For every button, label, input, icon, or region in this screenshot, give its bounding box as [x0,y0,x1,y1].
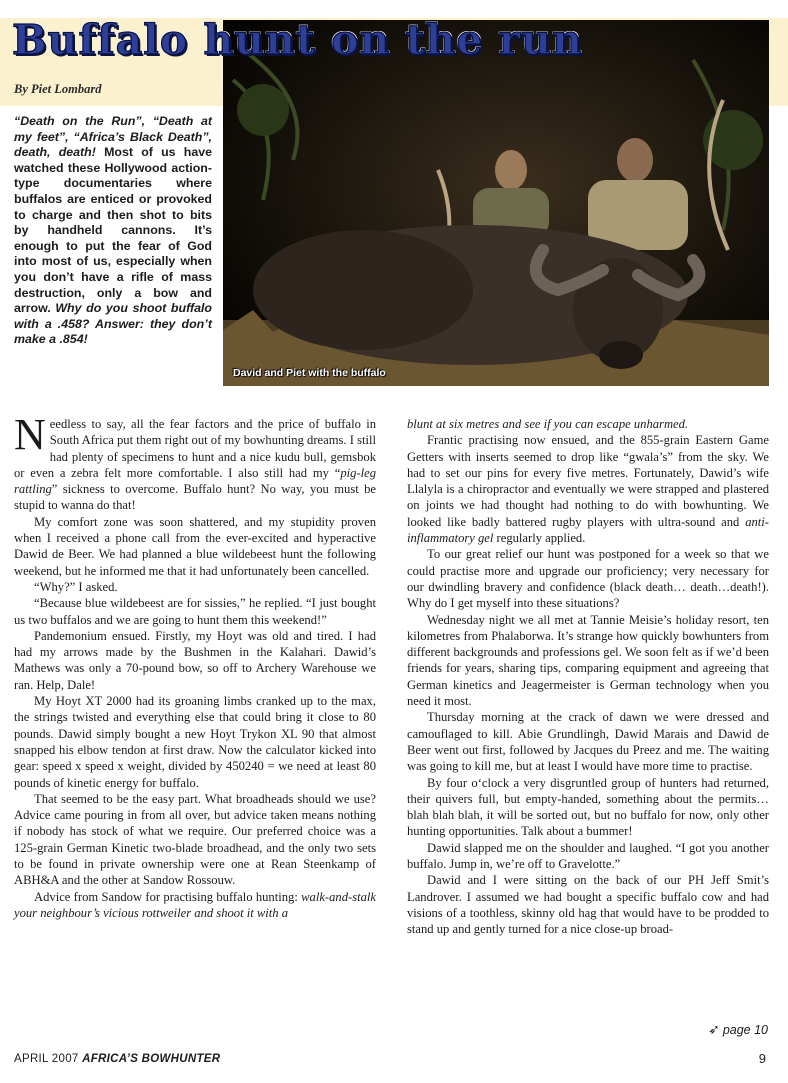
footer-magazine: AFRICA’S BOWHUNTER [82,1053,221,1065]
article-title: Buffalo hunt on the run [12,16,583,64]
paragraph-italic: pig-leg rattling [14,465,376,497]
paragraph-text: ” sickness to overcome. Buffalo hunt? No way, you must be stupid to wanna do that! [14,482,376,513]
intro-standfirst [14,114,212,348]
paragraph [407,432,769,546]
paragraph: By four o‘clock a very disgruntled group of hunters had returned, their quivers full, but empty-handed, something about the permits… blah blah blah, it will be sorted out, but no buffalo for now, only other hunting opportunities. Talk about a bummer! [407,775,769,839]
paragraph: Thursday morning at the crack of dawn we were dressed and camouflaged to kill. Abie Grundlingh, Dawid Marais and Dawid de Beer went out first, followed by Jacques du Preez and me. The waiting was going to kill me, but at least I would have more time to practise. [407,710,769,774]
paragraph: That seemed to be the easy part. What broadheads should we use? Advice came pouring in from all over, but advice taken means nothing if nobody has stock of what we require. Our preferred choice was a 125-grain German Kinetic two-blade broadhead, and the only two sets to be found in private ownership were one at Rean Steenkamp of ABH&A and the other at Sandow Rossouw. [14,791,376,888]
paragraph: To our great relief our hunt was postponed for a week so that we could practise more and upgrade our proficiency; very necessary for our dwindling bravery and confidence (black death… death…death!). Why do I get myself into these situations? [407,547,769,611]
paragraph-italic: anti-inflammatory gel [407,514,769,546]
paragraph: My Hoyt XT 2000 had its groaning limbs cranked up to the max, the strings twisted and everything else that could bring it close to 80 pounds. Dawid simply bought a new Hoyt Trykon XL 90 that almost snapped his elbow tendon at first draw. Now the calculator kicked into gear: speed x speed x weight, divided by 450240 = we need at least 80 pounds of kinetic energy for buffalo. [14,694,376,790]
paragraph [407,416,769,432]
footer-issue [14,1053,220,1065]
paragraph: “Why?” I asked. [34,579,118,594]
page-number: 9 [758,1051,766,1066]
paragraph: Dawid and I were sitting on the back of our PH Jeff Smit’s Landrover. I assumed we had bought a specific buffalo cow and had visions of a toothless, skinny old hag that would have to be prodded to stand up and gently turned for a nice close-up broad- [407,873,769,937]
paragraph: Pandemonium ensued. Firstly, my Hoyt was old and tired. I had had my arrows made by the Bushmen in the Kalahari. Dawid’s Mathews was only a 70-pound bow, so off to Archery Warehouse we ran. Help, Dale! [14,628,376,692]
paragraph [14,889,376,922]
photo-caption: David and Piet with the buffalo [233,367,386,379]
paragraph-text: eedless to say, all the fear factors and the price of buffalo in South Africa put them right out of my bowhunting dreams. I still had plenty of specimens to hunt and a nice kudu bull, gemsbok or even a zebra felt more comfortable. I also still had my “ [14,417,376,480]
intro-body: Most of us have watched these Hollywood action-type documentaries where buffalos are enticed or provoked to charge and then shot to bits by handheld cannons. It’s enough to put the fear of God into most of us, especially when you don’t have a rifle of mass destruction, only a bow and arrow. [14,145,212,316]
paragraph: Dawid slapped me on the shoulder and laughed. “I got you another buffalo. Jump in, we’re off to Gravelotte.” [407,840,769,872]
footer-date: APRIL 2007 [14,1053,79,1065]
right-column [407,416,769,938]
continued-label: page 10 [722,1023,768,1037]
intro-quote: “Death on the Run”, “Death at my feet”, “Africa’s Black Death”, death, death! [14,114,212,160]
paragraph-text: Frantic practising now ensued, and the 855-grain Eastern Game Getters with inserts seemed to drop like “gwala’s” from the sky. We had to set our pins for every five metres. Fortunately, Dawid’s wife Llalyla is a chiropractor and eventually we were strapped and plastered on joints we had thought had nothing to do with bowhunting. We looked like badly battered rugby players with ultra-sound and [407,433,769,529]
paragraph: Wednesday night we all met at Tannie Meisie’s holiday resort, ten kilometres from Phalaborwa. It’s strange how quickly bowhunters from different backgrounds and professions gel. We soon felt as if we’d been friends for years, sharing tips, comparing equipment and agreeing that German kinetics and Jeagermeister is German technology when you need it most. [407,612,769,709]
paragraph-text: regularly applied. [493,531,586,546]
buffalo-hunt-photo-illustration [223,20,769,386]
continued-on-link[interactable] [708,1021,768,1038]
archer-icon: ➶ [708,1021,720,1037]
paragraph-italic: walk-and-stalk your neighbour’s vicious rottweiler and shoot it with a [14,889,376,920]
paragraph: “Because blue wildebeest are for sissies,” he replied. “I just bought us two buffalos and we are going to hunt them this weekend!” [14,596,376,627]
intro-closing: Why do you shoot buffalo with a .458? Answer: they don’t make a .854! [14,301,212,347]
paragraph [14,410,376,514]
paragraph: My comfort zone was soon shattered, and my stupidity proven when I received a phone call from the ever-excited and hyperactive Dawid de Beer. We had planned a blue wildebeest hunt the following weekend, but he informed me that it had unfortunately been cancelled. [14,514,376,578]
drop-cap: N [14,410,46,459]
left-column [14,410,376,921]
paragraph-italic: blunt at six metres and see if you can escape unharmed. [407,417,689,431]
article-photo [223,20,769,386]
paragraph-text: Advice from Sandow for practising buffalo hunting: [34,889,302,904]
byline: By Piet Lombard [14,82,102,96]
